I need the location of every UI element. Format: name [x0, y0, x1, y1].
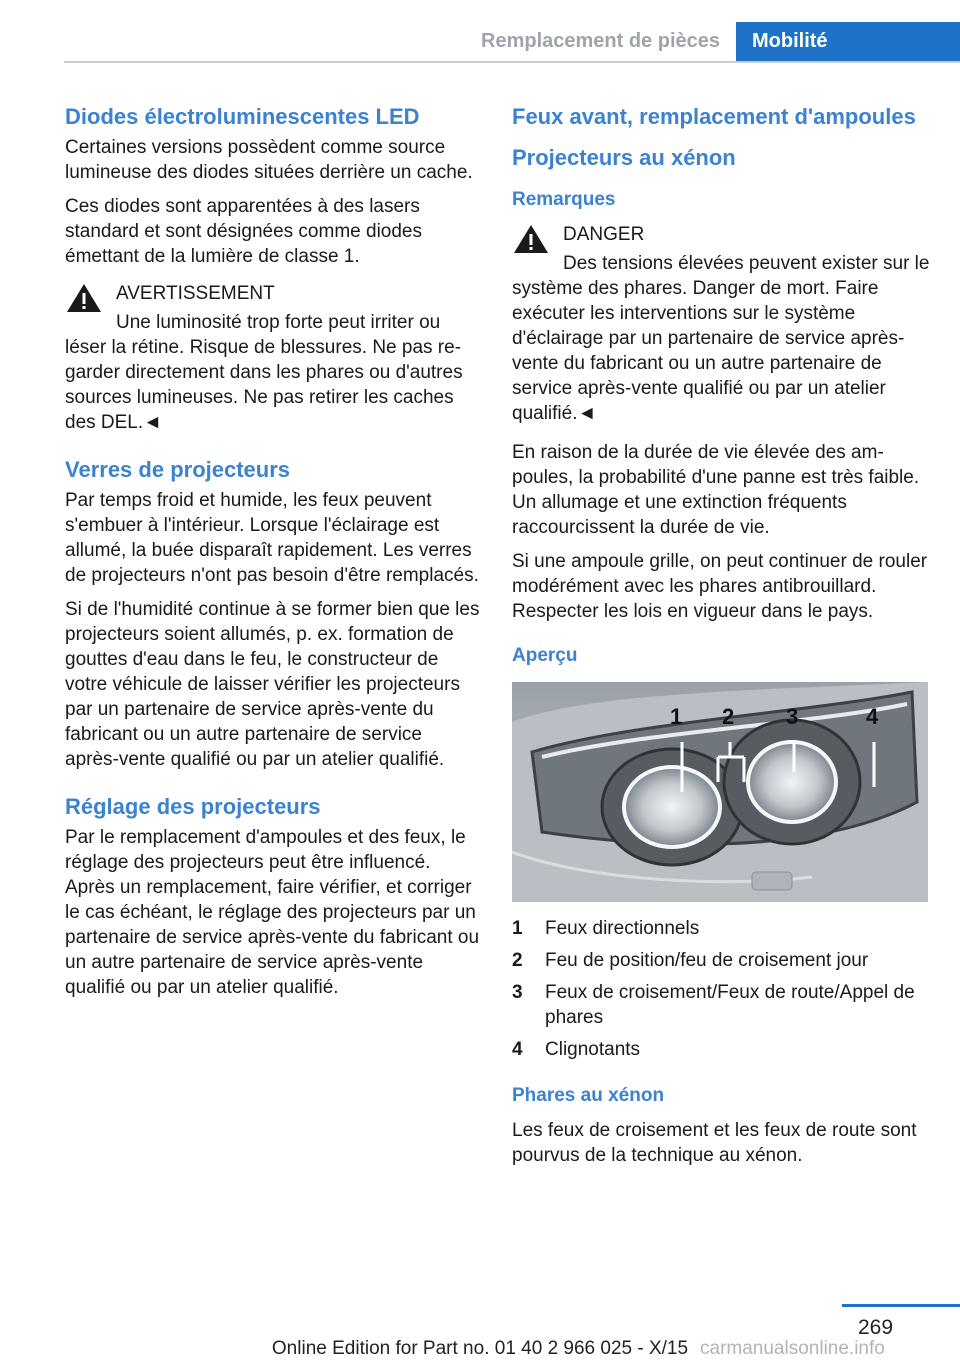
edition-footer: Online Edition for Part no. 01 40 2 966 025 - X/15: [271, 1338, 689, 1359]
callout-2: 2: [722, 704, 735, 729]
led-heading: Diodes électroluminescentes LED: [65, 104, 420, 129]
danger-title: DANGER: [563, 224, 645, 245]
xenon-heading: Projecteurs au xénon: [512, 145, 736, 170]
page-number: 269: [858, 1316, 894, 1339]
xenon-sub-paragraph: Les feux de croisement et les feux de route sont pourvus de la technique au xénon.: [512, 1120, 917, 1166]
legend-text: Clignotants: [545, 1039, 641, 1060]
callout-3: 3: [786, 704, 799, 729]
legend-text: Feux directionnels: [545, 918, 700, 939]
legend-text: Feux de croisement/Feux de route/Appel de phares: [545, 982, 915, 1028]
callout-4: 4: [866, 704, 879, 729]
xenon-sub-heading: Phares au xénon: [512, 1085, 665, 1106]
running-header-section: Remplacement de pièces: [481, 30, 720, 52]
lens-paragraph-1: Par temps froid et humide, les feux peuvent s'embuer à l'intérieur. Lorsque l'éclairage est allumé, la buée disparaît rapidement. Les verres de projecteurs n'ont pas besoin d'être remplacés.: [65, 490, 479, 586]
led-paragraph-2: Ces diodes sont apparentées à des lasers standard et sont désignées comme diodes émettant de la lumière de classe 1.: [65, 196, 422, 267]
callout-1: 1: [670, 704, 683, 729]
lens-heading: Verres de projecteurs: [65, 457, 291, 482]
legend-item: [512, 948, 932, 973]
legend-number: 1: [512, 918, 523, 939]
figure-legend: [512, 916, 932, 1062]
adjust-heading: Réglage des projecteurs: [65, 794, 321, 819]
danger-text: Des tensions élevées peuvent exister sur le système des phares. Danger de mort. Faire exécuter les interventions sur le système d'éclairage par un partenaire de service après-vente du fabricant ou un autre partenaire de service après-vente qualifié ou par un atelier qualifié.◄: [512, 253, 930, 424]
legend-number: 4: [512, 1039, 523, 1060]
header-divider: [64, 61, 960, 63]
warning-triangle-icon: [65, 281, 103, 315]
legend-number: 3: [512, 982, 523, 1003]
warning-text: Une luminosité trop forte peut irriter ou léser la rétine. Risque de blessures. Ne pas regarder directement dans les phares ou d'autres sources lumineuses. Ne pas retirer les caches des DEL.◄: [65, 312, 463, 433]
danger-block: [512, 222, 932, 426]
main-heading: Feux avant, remplacement d'ampoules: [512, 104, 916, 129]
lens-paragraph-2: Si de l'humidité continue à se former bien que les projecteurs soient allumés, p. ex. formation de gouttes d'eau dans le feu, le constructeur de votre véhicule de laisser vérifier les projecteurs par un partenaire de service après-vente du fabricant ou un autre partenaire de service après-vente qualifié ou par un atelier qualifié.: [65, 599, 480, 770]
legend-number: 2: [512, 950, 523, 971]
chapter-tab: Mobilité: [736, 22, 960, 62]
left-column: [65, 100, 480, 1009]
headlight-figure: [512, 682, 928, 902]
adjust-paragraph: Par le remplacement d'ampoules et des feux, le réglage des projecteurs peut être influencé. Après un remplacement, faire vérifier, et corriger le cas échéant, le réglage des projecteurs par un partenaire de service après-vente du fabricant ou un autre partenaire de service après-vente qualifié ou par un atelier qualifié.: [65, 827, 480, 998]
legend-text: Feu de position/feu de croisement jour: [545, 950, 869, 971]
legend-item: [512, 980, 932, 1030]
page-number-rule: [842, 1304, 960, 1307]
legend-item: [512, 1037, 932, 1062]
danger-triangle-icon: [512, 222, 550, 256]
led-paragraph-1: Certaines versions possèdent comme source lumineuse des diodes situées derrière un cache.: [65, 137, 473, 183]
bulb-failure-paragraph: Si une ampoule grille, on peut continuer de rouler modérément avec les phares antibrouillard. Respecter les lois en vigueur dans le pays.: [512, 551, 928, 622]
right-column: [512, 100, 932, 1177]
overview-heading: Aperçu: [512, 645, 578, 666]
warning-title: AVERTISSEMENT: [116, 283, 275, 304]
bulb-life-paragraph: En raison de la durée de vie élevée des ampoules, la probabilité d'une panne est très faible. Un allumage et une extinction fréquents raccourcissent la durée de vie.: [512, 442, 920, 538]
legend-item: [512, 916, 932, 941]
remarks-heading: Remarques: [512, 189, 616, 210]
watermark: carmanualsonline.info: [700, 1338, 885, 1359]
warning-block: [65, 281, 480, 435]
